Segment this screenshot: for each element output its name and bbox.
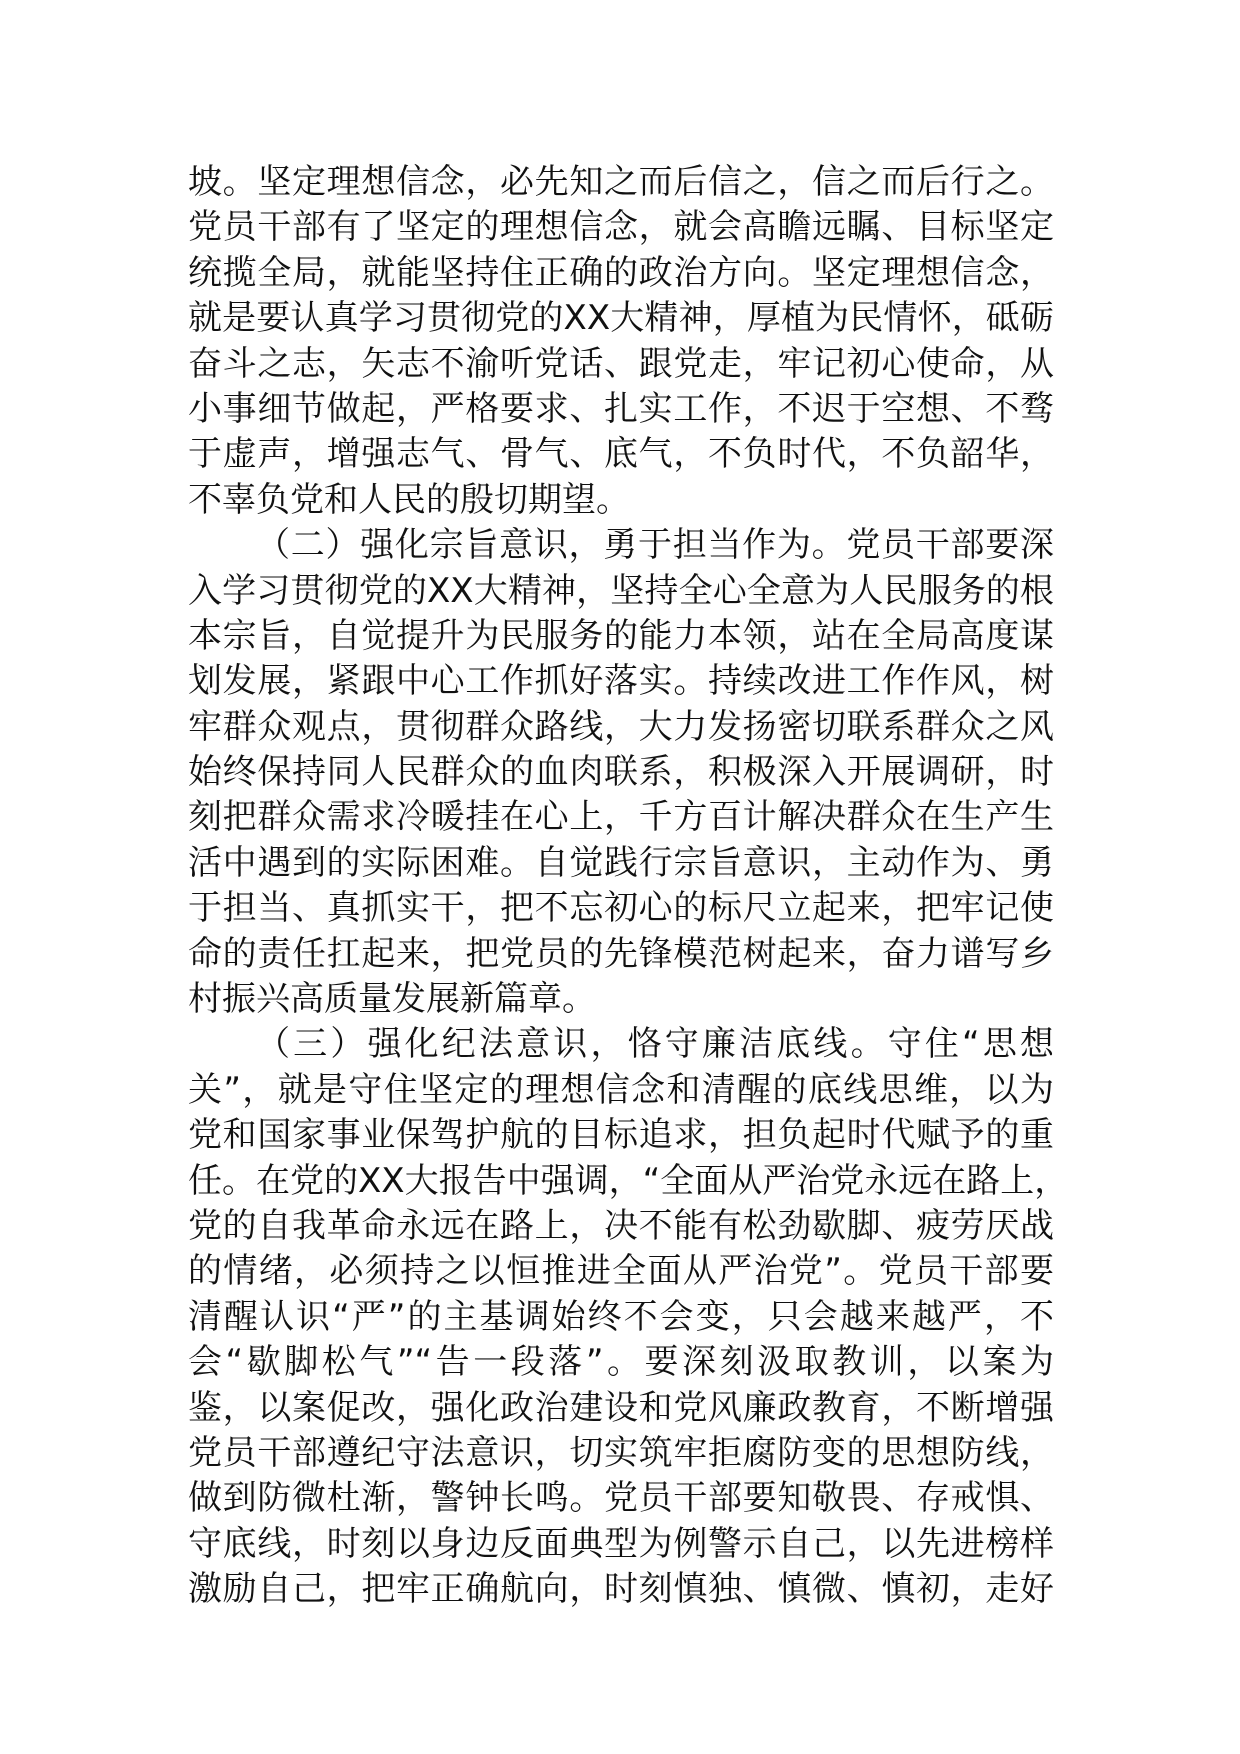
text-line: 党的自我革命永远在路上，决不能有松劲歇脚、疲劳厌战	[188, 1205, 1054, 1246]
text-line: 守底线，时刻以身边反面典型为例警示自己，以先进榜样	[188, 1523, 1054, 1564]
text-line: 入学习贯彻党的XX大精神，坚持全心全意为人民服务的根	[188, 570, 1054, 611]
text-line: 做到防微杜渐，警钟长鸣。党员干部要知敬畏、存戒惧、	[188, 1478, 1054, 1519]
text-line: 牢群众观点，贯彻群众路线，大力发扬密切联系群众之风	[188, 706, 1054, 747]
text-line: 于担当、真抓实干，把不忘初心的标尺立起来，把牢记使	[188, 888, 1054, 929]
text-line: 党和国家事业保驾护航的目标追求，担负起时代赋予的重	[188, 1115, 1054, 1156]
text-line: 村振兴高质量发展新篇章。	[188, 979, 596, 1020]
text-line: 就是要认真学习贯彻党的XX大精神，厚植为民情怀，砥砺	[188, 298, 1054, 339]
text-line: 于虚声，增强志气、骨气、底气，不负时代，不负韶华，	[188, 434, 1054, 475]
paragraph-heading-line: （二）强化宗旨意识，勇于担当作为。党员干部要深	[256, 525, 1054, 566]
document-body	[188, 160, 1069, 1613]
text-line: 激励自己，把牢正确航向，时刻慎独、慎微、慎初，走好	[188, 1569, 1054, 1610]
text-line: 小事细节做起，严格要求、扎实工作，不迟于空想、不骛	[188, 388, 1054, 429]
text-line: 命的责任扛起来，把党员的先锋模范树起来，奋力谱写乡	[188, 933, 1054, 974]
paragraph-heading-line: （三）强化纪法意识，恪守廉洁底线。守住“思想	[256, 1024, 1054, 1065]
text-line: 会“歇脚松气”“告一段落”。要深刻汲取教训，以案为	[188, 1342, 1054, 1383]
text-line: 坡。坚定理想信念，必先知之而后信之，信之而后行之。	[188, 162, 1054, 202]
text-line: 党员干部遵纪守法意识，切实筑牢拒腐防变的思想防线，	[188, 1432, 1054, 1473]
text-line: 不辜负党和人民的殷切期望。	[188, 479, 630, 520]
text-line: 奋斗之志，矢志不渝听党话、跟党走，牢记初心使命，从	[188, 343, 1054, 384]
text-line: 划发展，紧跟中心工作抓好落实。持续改进工作作风，树	[188, 661, 1054, 702]
text-line: 清醒认识“严”的主基调始终不会变，只会越来越严，不	[188, 1296, 1054, 1337]
text-line: 的情绪，必须持之以恒推进全面从严治党”。党员干部要	[188, 1251, 1054, 1292]
text-line: 始终保持同人民群众的血肉联系，积极深入开展调研，时	[188, 752, 1054, 793]
text-line: 统揽全局，就能坚持住正确的政治方向。坚定理想信念，	[188, 252, 1054, 293]
text-line: 刻把群众需求冷暖挂在心上，千方百计解决群众在生产生	[188, 797, 1054, 838]
text-line: 关”，就是守住坚定的理想信念和清醒的底线思维，以为	[188, 1069, 1054, 1110]
text-line: 本宗旨，自觉提升为民服务的能力本领，站在全局高度谋	[188, 615, 1054, 656]
text-line: 任。在党的XX大报告中强调，“全面从严治党永远在路上，	[188, 1160, 1069, 1201]
text-line: 鉴，以案促改，强化政治建设和党风廉政教育，不断增强	[188, 1387, 1054, 1428]
text-line: 党员干部有了坚定的理想信念，就会高瞻远瞩、目标坚定	[188, 207, 1054, 248]
text-line: 活中遇到的实际困难。自觉践行宗旨意识，主动作为、勇	[188, 842, 1054, 883]
